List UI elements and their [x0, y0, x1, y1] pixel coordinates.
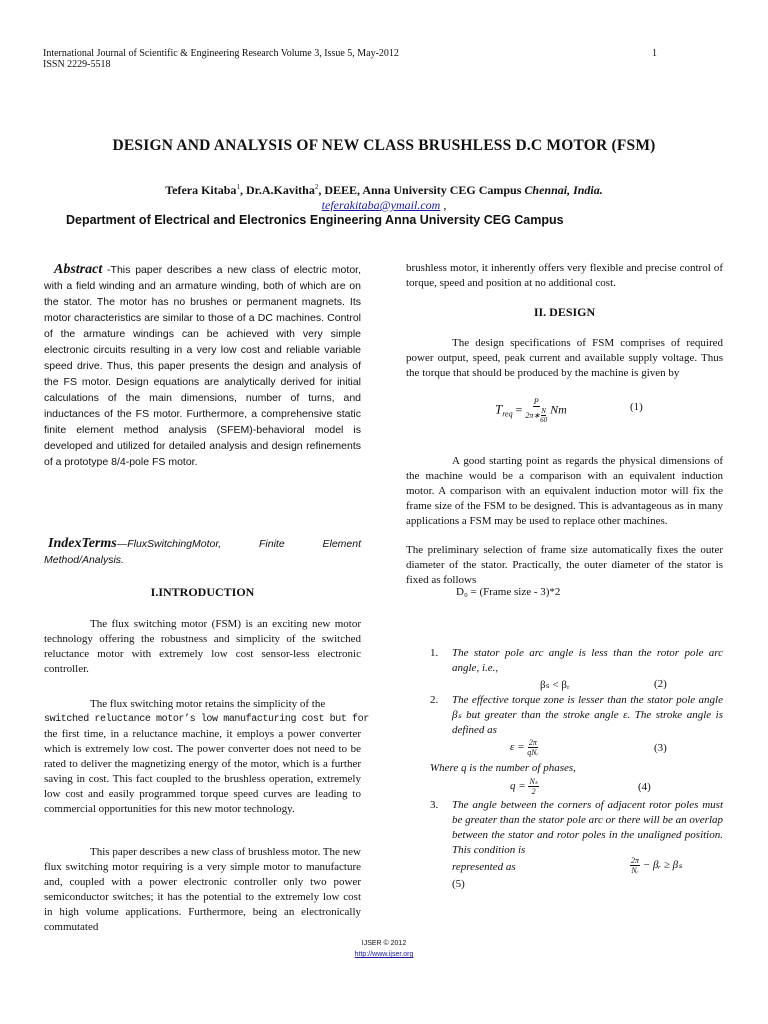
footer-copyright: IJSER © 2012 — [361, 940, 407, 947]
eq4-number: (4) — [638, 781, 651, 793]
list-3-last-line: represented as — [452, 861, 516, 873]
eq1-lhs: T — [495, 401, 503, 417]
eq1-sub: req — [502, 409, 513, 419]
list-item-3 — [430, 798, 723, 858]
email-line — [0, 198, 768, 213]
design-paragraph-3: The preliminary selection of frame size automatically fixes the outer diameter of the stator. Practically, the outer diameter of the stator is fixed as follows — [406, 544, 723, 586]
list-item-2 — [430, 693, 723, 738]
eq3-number: (3) — [654, 742, 667, 754]
affiliation: , DEEE, Anna University CEG Campus — [318, 183, 522, 197]
equation-2: βₛ < βᵣ — [540, 679, 570, 691]
eq4-num: Nₛ — [529, 777, 538, 786]
author-1: Tefera Kitaba — [165, 183, 237, 197]
email-suffix: , — [440, 198, 447, 212]
design-heading: II. DESIGN — [533, 305, 596, 319]
eq3-num: 2π — [528, 738, 537, 747]
outer-diameter-equation: D₀ = (Frame size - 3)*2 — [456, 586, 561, 598]
author-1-sup: 1 — [236, 183, 240, 191]
list-number-1: 1. — [430, 647, 439, 659]
eq4-lhs: q = — [510, 780, 526, 793]
intro-paragraph-1: The flux switching motor (FSM) is an exciting new motor technology offering the robustness and simplicity of the switched reluctance motor with extremely low cost sensor-less electronic controller. — [44, 618, 361, 675]
eq1-fraction — [525, 397, 547, 424]
intro-paragraph-3: This paper describes a new class of brushless motor. The new flux switching motor requiring is a very simple motor to manufacture and, coupled with a power electronic controller only two power semiconductor switches; it has the potential to the extremely low cost in high volume applications. Furthermore, being an electronically commutated — [44, 846, 361, 933]
intro-paragraph-2 — [44, 697, 369, 817]
where-q-line: Where q is the number of phases, — [430, 762, 576, 774]
equation-3 — [510, 738, 539, 757]
eq4-fraction — [528, 777, 538, 796]
issn: ISSN 2229-5518 — [43, 59, 111, 70]
location: Chennai, India. — [521, 183, 603, 197]
eq1-den-b: 60 — [540, 416, 548, 424]
index-terms-text: —FluxSwitchingMotor, Finite Element Method/Analysis. — [44, 538, 361, 566]
eq3-fraction — [527, 738, 538, 757]
intro-p2-rest: the first time, in a reluctance machine, it employs a power converter which is extremely low cost. The power converter does not need to be rated to deliver the magnetizing energy of the motor, which is a further saving in cost. This fact coupled to the brushless operation, extremely low cost and easily programmed torque speed curves are leading to commercial opportunities for this new motor technology. — [44, 728, 361, 815]
footer-link[interactable]: http://www.ijser.org — [354, 951, 414, 958]
index-terms — [44, 536, 361, 568]
abstract-label: Abstract — [54, 262, 103, 277]
author-2-sup: 2 — [314, 183, 319, 191]
author-2: , Dr.A.Kavitha — [239, 183, 315, 197]
right-paragraph-0: brushless motor, it inherently offers very flexible and precise control of torque, speed and position at no additional cost. — [406, 262, 723, 289]
design-paragraph-1: The design specifications of FSM comprises of required power output, speed, peak current and available supply voltage. Thus the torque that should be produced by the machine is given by — [406, 337, 723, 379]
design-paragraph-2: A good starting point as regards the physical dimensions of the machine would be a comparison with an equivalent induction motor. A comparison with an equivalent induction motor will fix the frame size of the FSM to be designed. This is advantageous as in many applications a FSM may be used to replace other machines. — [406, 455, 723, 527]
eq4-den: 2 — [531, 787, 536, 796]
eq5-fraction — [630, 856, 640, 875]
intro-p2-mono: switched reluctance motor’s low manufacturing cost but for — [44, 714, 369, 725]
list-text-2: The effective torque zone is lesser than the stator pole angle βₛ but greater than the stroke angle ε. The stroke angle is defined as — [452, 694, 723, 736]
equation-4 — [510, 777, 539, 796]
eq5-number: (5) — [452, 878, 465, 890]
abstract — [44, 262, 361, 470]
author-email-link[interactable]: teferakitaba@ymail.com — [321, 198, 441, 212]
equation-1: $T_{req}$ = P 2π∗ N 60 Nm — [495, 397, 567, 424]
footer-link-wrap — [0, 951, 768, 958]
eq5-den: Nᵣ — [631, 866, 639, 875]
eq3-den: qNᵣ — [527, 748, 539, 757]
page-number: 1 — [652, 48, 657, 59]
index-terms-label: IndexTerms — [48, 536, 117, 551]
journal-header: International Journal of Scientific & Engineering Research Volume 3, Issue 5, May-2012 — [43, 48, 399, 59]
eq1-den-a: 2π∗ — [525, 411, 541, 420]
intro-heading: I.INTRODUCTION — [150, 585, 255, 599]
eq1-number: (1) — [630, 401, 643, 413]
paper-title: DESIGN AND ANALYSIS OF NEW CLASS BRUSHLESS D.C MOTOR (FSM) — [112, 137, 656, 154]
eq1-den-n: N — [541, 407, 546, 415]
equation-5 — [630, 856, 682, 875]
list-number-3: 3. — [430, 799, 439, 811]
list-number-2: 2. — [430, 694, 439, 706]
eq3-lhs: ε = — [510, 741, 525, 754]
list-item-1 — [430, 646, 723, 676]
eq1-unit: Nm — [550, 402, 567, 417]
list-text-3: The angle between the corners of adjacent rotor poles must be greater than the stator pole arc or there will be an overlap between the stator and rotor poles in the unaligned position. This condition is — [452, 799, 723, 856]
intro-p2-start: The flux switching motor retains the simplicity of the — [90, 698, 326, 710]
department: Department of Electrical and Electronics Engineering Anna University CEG Campus — [66, 213, 564, 227]
eq5-rhs: − βᵣ ≥ βₛ — [642, 859, 683, 872]
list-text-1: The stator pole arc angle is less than the rotor pole arc angle, i.e., — [452, 647, 723, 674]
authors-line — [0, 183, 768, 198]
abstract-text: -This paper describes a new class of electric motor, with a field winding and an armature winding, both of which are on the stator. The motor has no brushes or permanent magnets. Its motor characteristics are similar to those of a DC machines. Control of the armature windings can be achieved with very simple electronic circuits resulting in a very low cost and reliable variable speed drive. Thus, this paper presents the design and analysis of the FS motor. Design equations are analytically derived for initial calculations of the main dimensions, number of turns, and inductances of the FS motor. Furthermore, a comprehensive static finite element method analysis (SFEM)-behavioral model is developed and utilized for detailed analysis and design refinements of a prototype 8/4-pole FS motor. — [44, 264, 361, 468]
eq5-num: 2π — [631, 856, 640, 865]
eq1-num: P — [533, 397, 539, 406]
eq2-number: (2) — [654, 678, 667, 690]
